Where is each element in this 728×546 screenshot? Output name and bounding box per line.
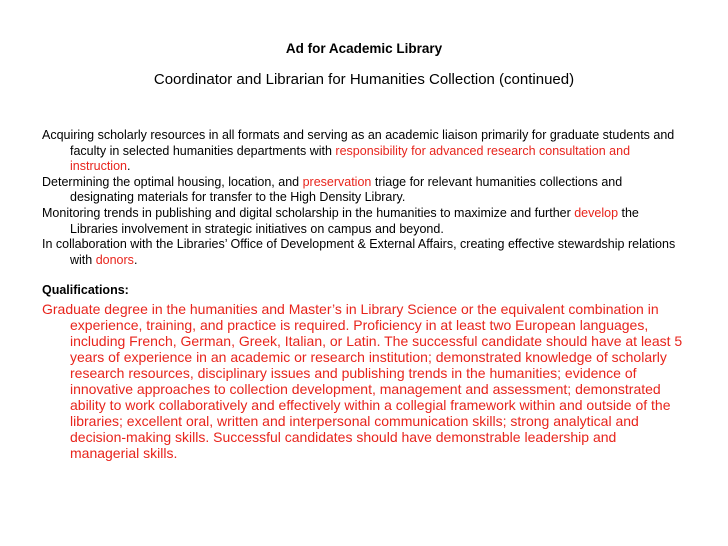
responsibility-text: In collaboration with the Libraries’ Office of Development & External Affairs, creating effective stewardship relations with	[42, 237, 676, 267]
responsibility-item	[42, 237, 687, 268]
responsibility-item	[42, 128, 687, 175]
slide-title: Ad for Academic Library	[285, 41, 443, 56]
slide-content	[42, 128, 687, 461]
highlighted-phrase: donors	[95, 252, 134, 267]
responsibility-text-end: .	[126, 159, 131, 174]
responsibility-text: Monitoring trends in publishing and digital scholarship in the humanities to maximize and further	[42, 205, 575, 220]
responsibility-item	[42, 206, 687, 237]
highlighted-phrase: preservation	[302, 174, 372, 189]
responsibility-text-end: the Libraries involvement in strategic initiatives on campus and beyond.	[70, 205, 639, 236]
responsibility-text-end: .	[133, 252, 138, 267]
responsibility-text: Determining the optimal housing, location, and	[42, 174, 303, 189]
responsibility-item	[42, 175, 687, 206]
highlighted-phrase: responsibility for advanced research consultation and instruction	[70, 143, 631, 174]
responsibility-text: Acquiring scholarly resources in all formats and serving as an academic liaison primarily for graduate students and faculty in selected humanities departments with	[42, 128, 675, 158]
qualifications-heading: Qualifications:	[42, 283, 129, 298]
highlighted-phrase: develop	[574, 205, 619, 220]
responsibility-text-end: triage for relevant humanities collections and designating materials for transfer to the High Density Library.	[70, 174, 623, 205]
qualifications-text: Graduate degree in the humanities and Master’s in Library Science or the equivalent combination in experience, training, and practice is required. Proficiency in at least two European languages, including French, German, Greek, Italian, or Latin. The successful candidate should have at least 5 years of experience in an academic or research institution; demonstrated knowledge of scholarly research resources, disciplinary issues and publishing trends in the humanities; evidence of innovative approaches to collection development, management and assessment; demonstrated ability to work collaboratively and effectively within a collegial framework within and outside of the libraries; excellent oral, written and interpersonal communication skills; strong analytical and decision-making skills. Successful candidates should have demonstrable leadership and managerial skills.	[42, 300, 683, 461]
slide-subtitle: Coordinator and Librarian for Humanities Collection (continued)	[153, 71, 575, 88]
